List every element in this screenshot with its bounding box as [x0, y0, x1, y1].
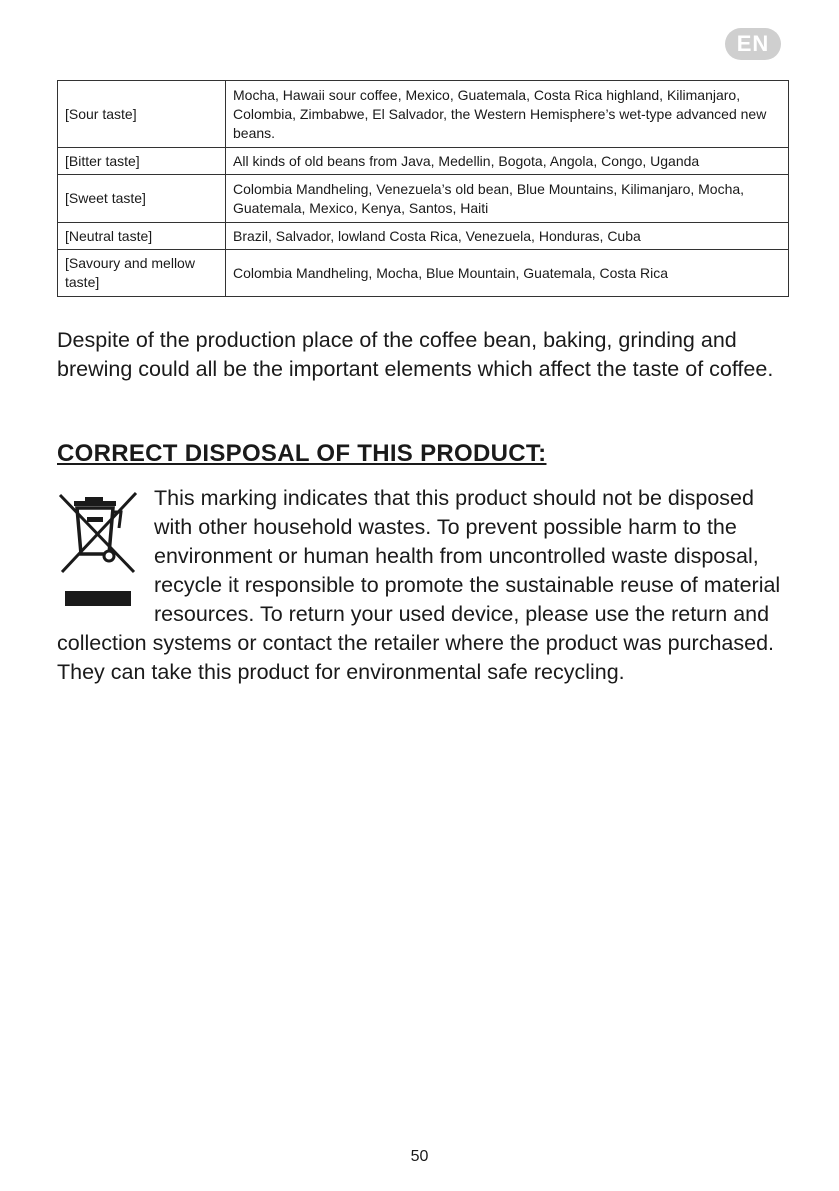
page-number: 50 [410, 1148, 429, 1165]
beans-cell: Colombia Mandheling, Venezuela’s old bean, Blue Mountains, Kilimanjaro, Mocha, Guatemala, Mexico, Kenya, Santos, Haiti [226, 175, 789, 223]
taste-cell: [Neutral taste] [58, 223, 226, 250]
taste-cell: [Bitter taste] [58, 148, 226, 175]
taste-cell: [Sweet taste] [58, 175, 226, 223]
disposal-paragraph [57, 484, 789, 687]
table-row [58, 81, 789, 148]
language-badge: EN [725, 28, 781, 60]
taste-cell: [Savoury and mellow taste] [58, 250, 226, 297]
coffee-taste-table [57, 80, 789, 297]
disposal-heading: CORRECT DISPOSAL OF THIS PRODUCT: [57, 440, 547, 467]
beans-cell: Mocha, Hawaii sour coffee, Mexico, Guatemala, Costa Rica highland, Kilimanjaro, Colombia, Zimbabwe, El Salvador, the Western Hemisphere’s wet-type advanced new beans. [226, 81, 789, 148]
beans-cell: Brazil, Salvador, lowland Costa Rica, Venezuela, Honduras, Cuba [226, 223, 789, 250]
table-row [58, 250, 789, 297]
taste-cell: [Sour taste] [58, 81, 226, 148]
table-row [58, 175, 789, 223]
beans-cell: All kinds of old beans from Java, Medellin, Bogota, Angola, Congo, Uganda [226, 148, 789, 175]
beans-cell: Colombia Mandheling, Mocha, Blue Mountain, Guatemala, Costa Rica [226, 250, 789, 297]
disposal-text: This marking indicates that this product should not be disposed with other household wastes. To prevent possible harm to the environment or human health from uncontrolled waste disposal, recycle it responsible to promote the sustainable reuse of material resources. To return your used device, please use the return and collection systems or contact the retailer where the product was purchased. They can take this product for environmental safe recycling. [57, 486, 781, 684]
intro-paragraph: Despite of the production place of the coffee bean, baking, grinding and brewing could all be the important elements which affect the taste of coffee. [57, 328, 774, 381]
table-row [58, 223, 789, 250]
table-row [58, 148, 789, 175]
